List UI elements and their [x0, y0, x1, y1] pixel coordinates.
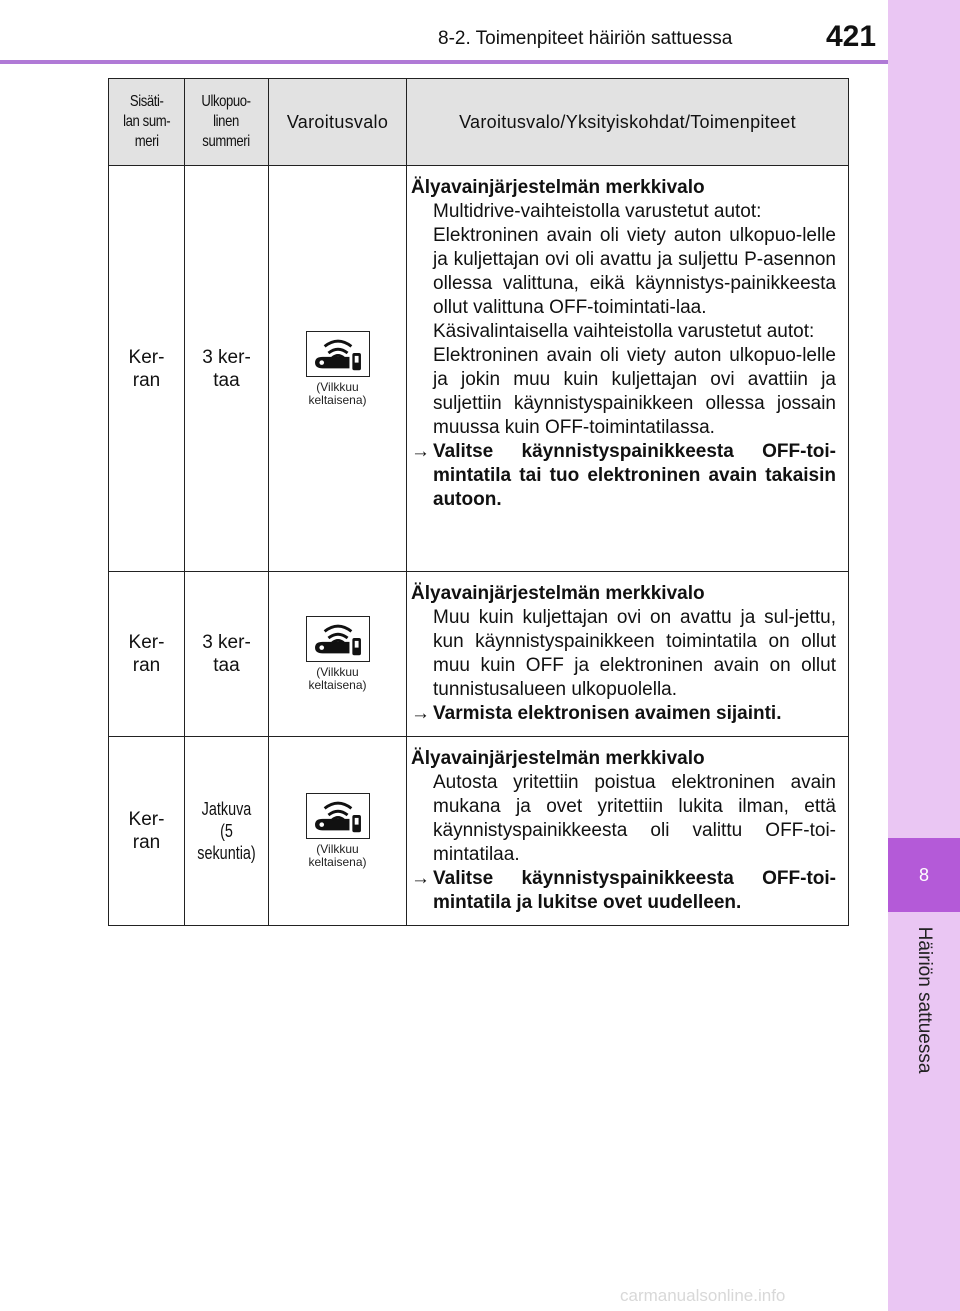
- smart-key-indicator-icon: [306, 793, 370, 839]
- detail-paragraph: Elektroninen avain oli viety auton ulkopuo-lelle ja jokin muu kuin kuljettajan ovi avattiin ja suljettiin käynnistyspainikkeen ollessa jossain muussa kuin OFF-toimintatilassa.: [433, 345, 836, 438]
- warning-light-cell: [269, 166, 407, 572]
- arrow-icon: →: [411, 868, 430, 889]
- chapter-tab: 8: [888, 838, 960, 912]
- warning-light-cell: [269, 572, 407, 737]
- header-outer-buzzer-label: Ulkopuo- linen summeri: [201, 93, 252, 150]
- table-row: [109, 572, 849, 737]
- header-divider: [0, 60, 888, 64]
- arrow-icon: →: [411, 441, 430, 462]
- inner-buzzer-cell: [109, 166, 185, 572]
- lamp-caption: (Vilkkuu keltaisena): [308, 842, 367, 869]
- inner-buzzer-cell: [109, 737, 185, 926]
- lamp-caption: (Vilkkuu keltaisena): [308, 665, 367, 692]
- header-inner-buzzer-label: Sisäti- lan sum- meri: [122, 93, 171, 150]
- detail-action: [411, 702, 836, 726]
- page-number: 421: [826, 20, 877, 53]
- header-warning-light: [269, 79, 407, 166]
- action-text: Varmista elektronisen avaimen sijainti.: [433, 703, 782, 724]
- inner-buzzer-value: Ker- ran: [128, 809, 165, 853]
- action-text: Valitse käynnistyspainikkeesta OFF-toi-mintatila tai tuo elektroninen avain takaisin autoon.: [433, 441, 836, 510]
- details-cell: [407, 166, 849, 572]
- table-header-row: [109, 79, 849, 166]
- outer-buzzer-cell: [185, 572, 269, 737]
- details-cell: [407, 572, 849, 737]
- detail-action: [411, 867, 836, 915]
- side-band: [888, 0, 960, 1311]
- detail-paragraph: Käsivalintaisella vaihteistolla varustetut autot:: [433, 321, 815, 342]
- detail-paragraph: Autosta yritettiin poistua elektroninen avain mukana ja ovet yritettiin lukita ilman, että käynnistyspainikkeesta oli valittu OFF-toi-mintatilaa.: [433, 772, 836, 865]
- details-cell: [407, 737, 849, 926]
- action-text: Valitse käynnistyspainikkeesta OFF-toi-mintatila ja lukitse ovet uudelleen.: [433, 868, 836, 913]
- header-inner-buzzer: [109, 79, 185, 166]
- header-details-label: Varoitusvalo/Yksityiskohdat/Toimenpiteet: [459, 111, 796, 132]
- inner-buzzer-cell: [109, 572, 185, 737]
- warning-table: [108, 78, 849, 926]
- detail-paragraph: Muu kuin kuljettajan ovi on avattu ja sul-jettu, kun käynnistyspainikkeen toimintatila on ollut muu kuin OFF ja elektroninen avain on ollut tunnistusalueen ulkopuolella.: [433, 607, 836, 700]
- detail-paragraph: Multidrive-vaihteistolla varustetut autot:: [433, 201, 762, 222]
- warning-light-cell: [269, 737, 407, 926]
- section-title: 8-2. Toimenpiteet häiriön sattuessa: [438, 28, 733, 49]
- smart-key-indicator-icon: [306, 616, 370, 662]
- detail-title: Älyavainjärjestelmän merkkivalo: [411, 748, 705, 769]
- header-details: [407, 79, 849, 166]
- detail-title: Älyavainjärjestelmän merkkivalo: [411, 583, 705, 604]
- arrow-icon: →: [411, 703, 430, 724]
- chapter-label: Häiriön sattuessa: [914, 926, 935, 1074]
- outer-buzzer-value: 3 ker- taa: [202, 632, 251, 676]
- smart-key-indicator-icon: [306, 331, 370, 377]
- header-warning-light-label: Varoitusvalo: [286, 111, 389, 132]
- header-outer-buzzer: [185, 79, 269, 166]
- inner-buzzer-value: Ker- ran: [128, 346, 165, 391]
- outer-buzzer-cell: [185, 166, 269, 572]
- detail-action: [411, 440, 836, 512]
- inner-buzzer-value: Ker- ran: [128, 632, 165, 676]
- outer-buzzer-value: Jatkuva (5 sekuntia): [197, 798, 256, 863]
- outer-buzzer-cell: [185, 737, 269, 926]
- detail-paragraph: Elektroninen avain oli viety auton ulkopuo-lelle ja kuljettajan ovi oli avattu ja suljettu P-asennon ollessa valittuna, eikä käynnistys-painikkeesta ollut valittuna OFF-toimintati-laa.: [433, 225, 836, 318]
- lamp-caption: (Vilkkuu keltaisena): [308, 379, 367, 407]
- watermark: carmanualsonline.info: [620, 1286, 786, 1305]
- table-row: [109, 737, 849, 926]
- detail-title: Älyavainjärjestelmän merkkivalo: [411, 177, 705, 198]
- table-row: [109, 166, 849, 572]
- outer-buzzer-value: 3 ker- taa: [202, 346, 251, 391]
